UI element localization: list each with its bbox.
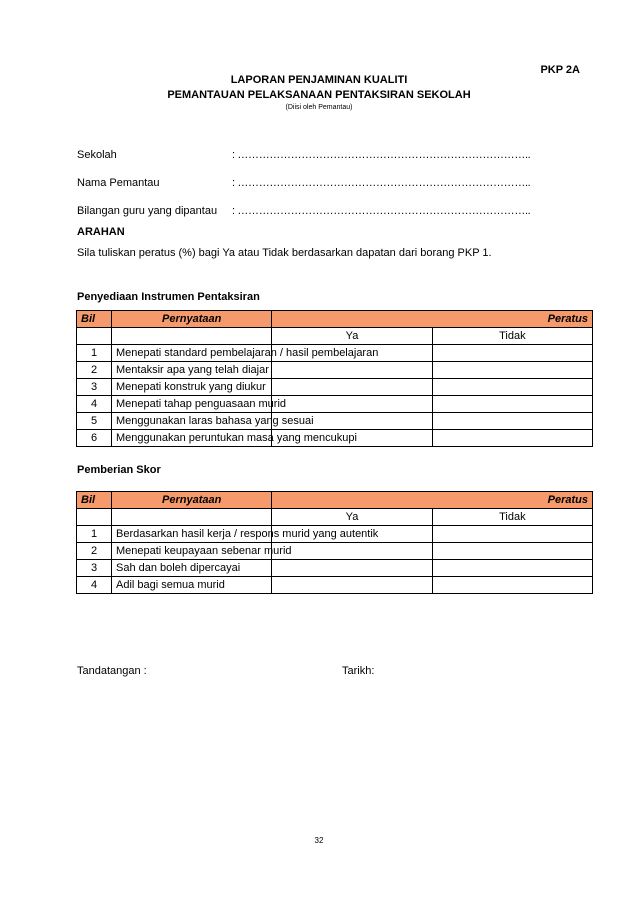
row-statement: Sah dan boleh dipercayai <box>112 560 272 577</box>
row-number: 1 <box>77 345 112 362</box>
row-number: 2 <box>77 543 112 560</box>
field-label: Sekolah <box>77 149 117 161</box>
col-ya: Ya <box>272 509 432 526</box>
table-row <box>77 577 593 594</box>
assessment-table <box>76 310 593 447</box>
table-row <box>77 345 593 362</box>
table-row <box>77 543 593 560</box>
tidak-cell[interactable] <box>432 526 592 543</box>
empty-cell <box>77 509 112 526</box>
table-row <box>77 430 593 447</box>
col-tidak: Tidak <box>432 328 592 345</box>
ya-cell[interactable] <box>272 379 432 396</box>
ya-cell[interactable] <box>272 543 432 560</box>
col-peratus: Peratus <box>272 492 593 509</box>
col-tidak: Tidak <box>432 509 592 526</box>
ya-cell[interactable] <box>272 396 432 413</box>
row-number: 2 <box>77 362 112 379</box>
page-number: 32 <box>314 836 324 845</box>
date-label: Tarikh: <box>342 665 375 677</box>
field-blank[interactable]: : ……………………………………………………………………….. <box>232 205 531 217</box>
row-number: 3 <box>77 379 112 396</box>
tidak-cell[interactable] <box>432 362 592 379</box>
section-title: Penyediaan Instrumen Pentaksiran <box>77 291 260 303</box>
scoring-table <box>76 491 593 594</box>
ya-cell[interactable] <box>272 362 432 379</box>
tidak-cell[interactable] <box>432 413 592 430</box>
tidak-cell[interactable] <box>432 543 592 560</box>
signature-label: Tandatangan : <box>77 665 147 677</box>
empty-cell <box>112 328 272 345</box>
field-blank[interactable]: : ……………………………………………………………………….. <box>232 177 531 189</box>
row-number: 6 <box>77 430 112 447</box>
col-ya: Ya <box>272 328 432 345</box>
row-statement: Adil bagi semua murid <box>112 577 272 594</box>
instructions-heading: ARAHAN <box>77 226 125 238</box>
field-blank[interactable]: : ……………………………………………………………………….. <box>232 149 531 161</box>
ya-cell[interactable] <box>272 577 432 594</box>
tidak-cell[interactable] <box>432 396 592 413</box>
tidak-cell[interactable] <box>432 379 592 396</box>
row-number: 4 <box>77 396 112 413</box>
table-row <box>77 560 593 577</box>
row-number: 4 <box>77 577 112 594</box>
row-statement: Menepati standard pembelajaran / hasil pembelajaran <box>112 345 272 362</box>
col-peratus: Peratus <box>272 311 593 328</box>
tidak-cell[interactable] <box>432 577 592 594</box>
row-number: 1 <box>77 526 112 543</box>
tidak-cell[interactable] <box>432 345 592 362</box>
table-row <box>77 362 593 379</box>
section-title: Pemberian Skor <box>77 464 161 476</box>
field-label: Nama Pemantau <box>77 177 160 189</box>
row-statement: Menepati keupayaan sebenar murid <box>112 543 272 560</box>
row-statement: Mentaksir apa yang telah diajar <box>112 362 272 379</box>
field-label: Bilangan guru yang dipantau <box>77 205 218 217</box>
row-statement: Menggunakan peruntukan masa yang mencukupi <box>112 430 272 447</box>
form-subtitle: PEMANTAUAN PELAKSANAAN PENTAKSIRAN SEKOLAH <box>167 89 471 101</box>
row-statement: Menepati tahap penguasaan murid <box>112 396 272 413</box>
table-row <box>77 413 593 430</box>
col-pernyataan: Pernyataan <box>112 492 272 509</box>
instructions-text: Sila tuliskan peratus (%) bagi Ya atau Tidak berdasarkan dapatan dari borang PKP 1. <box>77 247 492 259</box>
empty-cell <box>112 509 272 526</box>
row-statement: Menepati konstruk yang diukur <box>112 379 272 396</box>
col-bil: Bil <box>77 492 112 509</box>
ya-cell[interactable] <box>272 560 432 577</box>
form-code: PKP 2A <box>540 64 580 76</box>
row-statement: Berdasarkan hasil kerja / respons murid yang autentik <box>112 526 272 543</box>
table-row <box>77 379 593 396</box>
form-title: LAPORAN PENJAMINAN KUALITI <box>230 74 408 86</box>
empty-cell <box>77 328 112 345</box>
row-number: 5 <box>77 413 112 430</box>
table-row <box>77 526 593 543</box>
tidak-cell[interactable] <box>432 430 592 447</box>
col-bil: Bil <box>77 311 112 328</box>
form-note: (Diisi oleh Pemantau) <box>285 104 353 111</box>
row-statement: Menggunakan laras bahasa yang sesuai <box>112 413 272 430</box>
col-pernyataan: Pernyataan <box>112 311 272 328</box>
row-number: 3 <box>77 560 112 577</box>
tidak-cell[interactable] <box>432 560 592 577</box>
table-row <box>77 396 593 413</box>
